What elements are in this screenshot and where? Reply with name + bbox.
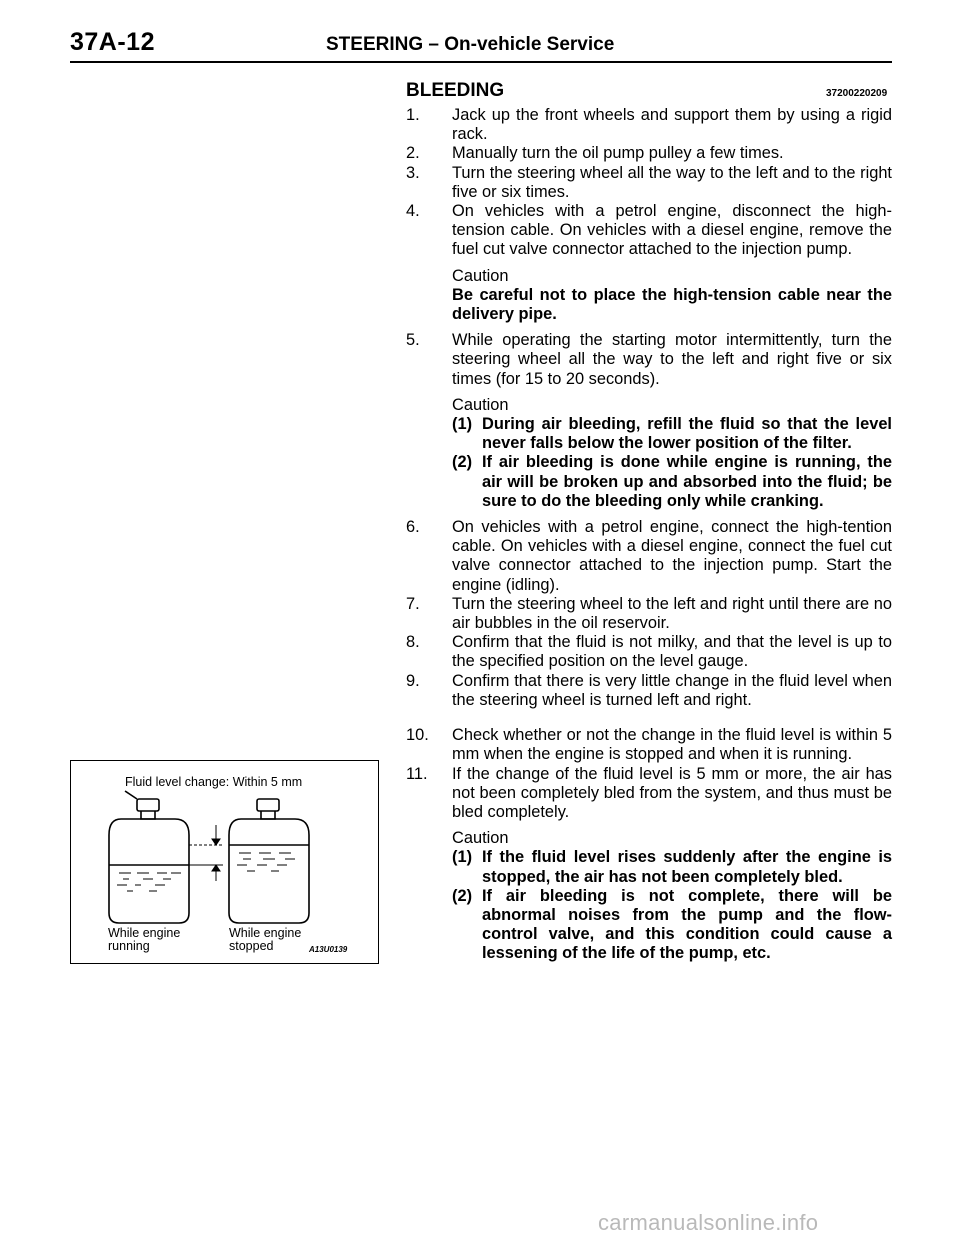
step-text: Check whether or not the change in the fluid level is within 5 mm when the engine is stopped and when it is running.	[452, 726, 892, 764]
step-7	[406, 595, 892, 633]
figure-title: Fluid level change: Within 5 mm	[125, 775, 303, 789]
step-text: If the change of the fluid level is 5 mm or more, the air has not been completely bled from the system, and thus must be bled completely.	[452, 764, 892, 821]
step-number: 8.	[406, 633, 420, 652]
step-4	[406, 202, 892, 260]
caution-item-text: If air bleeding is done while engine is running, the air will be broken up and absorbed into the fluid; be sure to do the bleeding only while cranking.	[482, 453, 892, 510]
spacer	[406, 710, 892, 726]
step-6	[406, 518, 892, 595]
section-code: 37200220209	[826, 88, 888, 99]
caution-title: Caution	[452, 829, 509, 848]
section-heading: BLEEDING	[406, 80, 505, 101]
step-number: 6.	[406, 518, 420, 537]
fluid-dashes-stopped	[237, 853, 295, 871]
step-11	[406, 765, 892, 823]
step-number: 11.	[406, 764, 428, 783]
fluid-dashes-running	[117, 873, 181, 891]
level-difference-marker	[189, 825, 223, 881]
step-number: 2.	[406, 144, 420, 163]
caution-item	[452, 453, 892, 511]
step-2	[406, 144, 892, 163]
caution-title: Caution	[452, 266, 509, 285]
procedure-content	[406, 106, 892, 971]
page-number: 37A-12	[70, 28, 155, 56]
step-text: Turn the steering wheel to the left and right until there are no air bubbles in the oil reservoir.	[452, 594, 892, 633]
label-engine-running: While engine running	[108, 926, 181, 953]
step-number: 7.	[406, 594, 420, 613]
reservoir-stopped	[229, 799, 309, 923]
caution-block	[406, 267, 892, 325]
step-number: 10.	[406, 726, 429, 745]
step-number: 1.	[406, 106, 420, 124]
fluid-level-figure	[70, 760, 379, 964]
step-text: Manually turn the oil pump pulley a few times.	[452, 144, 784, 163]
step-number: 4.	[406, 202, 420, 221]
step-8	[406, 633, 892, 671]
step-3	[406, 164, 892, 202]
caution-item-number: (1)	[452, 415, 473, 434]
reservoir-running	[109, 791, 189, 923]
step-number: 5.	[406, 331, 420, 350]
step-number: 9.	[406, 671, 420, 690]
step-5	[406, 331, 892, 389]
caution-text: Be careful not to place the high-tension cable near the delivery pipe.	[452, 285, 892, 324]
caution-item	[452, 415, 892, 453]
step-text: Jack up the front wheels and support them by using a rigid rack.	[452, 106, 892, 144]
caution-block	[406, 829, 892, 963]
step-text: On vehicles with a petrol engine, disconnect the high-tension cable. On vehicles with a diesel engine, remove the fuel cut valve connector attached to the injection pump.	[452, 202, 892, 259]
caution-item-number: (1)	[452, 848, 473, 867]
step-9	[406, 672, 892, 710]
caution-item	[452, 887, 892, 964]
label-engine-stopped: While engine stopped	[229, 926, 302, 953]
caution-item-text: If air bleeding is not complete, there will be abnormal noises from the pump and the flow-control valve, and this condition could cause a lessening of the life of the pump, etc.	[482, 886, 892, 963]
step-10	[406, 726, 892, 764]
caution-item-text: If the fluid level rises suddenly after the engine is stopped, the air has not been completely bled.	[482, 848, 892, 886]
step-number: 3.	[406, 163, 420, 182]
step-text: Confirm that there is very little change in the fluid level when the steering wheel is turned left and right.	[452, 671, 892, 709]
page-header-title: STEERING – On-vehicle Service	[326, 34, 615, 55]
caution-block	[406, 396, 892, 511]
watermark: carmanualsonline.info	[598, 1210, 819, 1235]
step-text: On vehicles with a petrol engine, connect the high-tention cable. On vehicles with a diesel engine, connect the fuel cut valve connector attached to the injection pump. Start the engine (idling).	[452, 518, 892, 594]
header-rule	[70, 61, 892, 63]
caution-item	[452, 848, 892, 886]
step-text: While operating the starting motor intermittently, turn the steering wheel all the way to the left and right five or six times (for 15 to 20 seconds).	[452, 331, 892, 388]
caution-item-number: (2)	[452, 886, 473, 905]
caution-item-number: (2)	[452, 453, 473, 472]
caution-title: Caution	[452, 395, 509, 414]
step-text: Confirm that the fluid is not milky, and that the level is up to the specified position on the level gauge.	[452, 633, 892, 671]
step-text: Turn the steering wheel all the way to the left and to the right five or six times.	[452, 163, 892, 201]
figure-code: A13U0139	[309, 945, 348, 954]
step-1	[406, 106, 892, 144]
caution-item-text: During air bleeding, refill the fluid so that the level never falls below the lower position of the filter.	[482, 415, 892, 453]
